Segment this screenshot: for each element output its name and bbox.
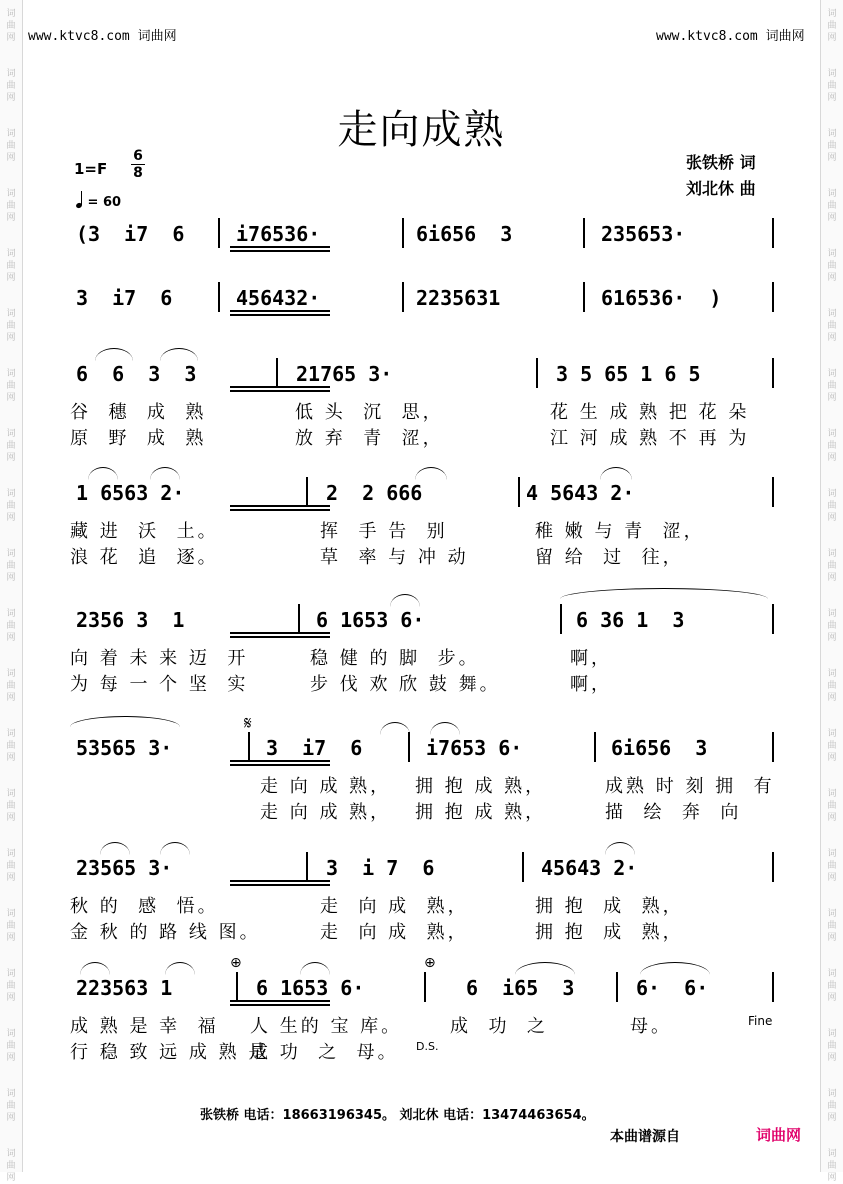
slur-arc [430,722,460,735]
strip-watermark-text: 词 曲 网 [6,9,16,43]
barline [772,218,774,248]
lyric-verse-1: 秋 的 感 悟。 [70,896,219,917]
time-signature [130,148,146,181]
measure-notes: 2235631 [416,286,501,310]
tempo-value: = 60 [87,195,122,210]
beam-underline [230,1004,330,1006]
lyric-verse-1: 藏 进 沃 土。 [70,521,219,542]
lyricist-credit: 张铁桥 词 [686,153,756,172]
strip-watermark-text: 词 曲 网 [6,1089,16,1123]
notation-line [70,362,776,394]
slur-arc [380,722,410,735]
song-title: 走向成熟 [337,107,506,153]
notation-line [70,222,776,254]
measure-notes: 456432· [236,286,321,310]
barline [298,604,300,634]
strip-watermark-text: 词 曲 网 [827,9,837,43]
tie-arc [560,588,768,599]
key-signature: 1=F [74,160,108,178]
beam-underline [230,246,330,248]
strip-watermark-text: 词 曲 网 [6,609,16,643]
measure-notes: 6 1653 6· [316,608,425,632]
strip-watermark-text: 词 曲 网 [6,969,16,1003]
ds-marking: D.S. [416,1040,439,1053]
score-system [70,736,776,823]
slur-arc [100,842,130,855]
measure-notes: 6· 6· [636,976,709,1000]
strip-watermark-text: 词 曲 网 [6,69,16,103]
notation-line [70,286,776,318]
barline [583,218,585,248]
coda-sign-icon: ⊕ [424,955,436,971]
barline [522,852,524,882]
strip-watermark-text: 词 曲 网 [827,849,837,883]
measure-notes: (3 i7 6 [76,222,185,246]
score-system [70,481,776,568]
source-label: 本曲谱源自 [610,1129,680,1145]
lyric-verse-1: 成 熟 是 幸 福 [70,1016,219,1037]
barline [402,282,404,312]
lyric-verse-2: 步 伐 欢 欣 鼓 舞。 [310,674,501,695]
strip-watermark-text: 词 曲 网 [827,369,837,403]
slur-arc [160,842,190,855]
lyric-verse-1: 谷 穗 成 熟 [70,402,207,423]
left-watermark-strip [0,0,23,1183]
measure-notes: 6i656 3 [416,222,513,246]
notation-line [70,856,776,888]
lyric-verse-1: 成熟 时 刻 拥 有 [605,776,775,797]
strip-watermark-text: 词 曲 网 [827,129,837,163]
barline [236,972,238,1002]
lyric-verse-2: 浪 花 追 逐。 [70,547,219,568]
measure-notes: 2356 3 1 [76,608,185,632]
barline [560,604,562,634]
measure-notes: 6i656 3 [611,736,708,760]
strip-watermark-text: 词 曲 网 [827,1149,837,1183]
slur-arc [605,842,635,855]
strip-watermark-text: 词 曲 网 [6,729,16,763]
strip-watermark-text: 词 曲 网 [6,849,16,883]
lyric-verse-2: 行 稳 致 远 成 熟 是 [70,1042,270,1063]
tie-arc [70,716,180,727]
beam-underline [230,505,330,507]
lyric-verse-2: 啊， [570,674,612,695]
beam-underline [230,880,330,882]
measure-notes: 223563 1 [76,976,173,1000]
notation-line [70,481,776,513]
strip-watermark-text: 词 曲 网 [6,369,16,403]
beam-underline [230,1000,330,1002]
strip-watermark-text: 词 曲 网 [827,429,837,463]
lyric-verse-2: 金 秋 的 路 线 图。 [70,922,261,943]
measure-notes: 3 5 65 1 6 5 [556,362,701,386]
measure-notes: i7653 6· [426,736,523,760]
score-system [70,856,776,943]
lyric-verse-2: 草 率 与 冲 动 [320,547,469,568]
slur-arc [80,962,110,975]
notation-line [70,608,776,640]
time-signature-bottom: 8 [133,165,143,181]
measure-notes: 2 2 666 [326,481,423,505]
lyric-verse-2: 留 给 过 往， [535,547,684,568]
segno-sign-icon: 𝄋 [244,713,252,734]
strip-watermark-text: 词 曲 网 [827,669,837,703]
coda-sign-icon: ⊕ [230,955,242,971]
fine-marking: Fine [748,1014,773,1028]
notation-line [70,976,776,1008]
barline [536,358,538,388]
measure-notes: 6 36 1 3 [576,608,685,632]
barline [772,604,774,634]
score-system [70,222,776,254]
slur-arc [150,467,180,480]
measure-notes: 6 1653 6· [256,976,365,1000]
barline [772,732,774,762]
strip-watermark-text: 词 曲 网 [6,129,16,163]
lyric-verse-1: 母。 [630,1016,672,1037]
measure-notes: 235653· [601,222,686,246]
lyric-verse-1: 走 向 成 熟， [260,776,392,797]
beam-underline [230,509,330,511]
barline [424,972,426,1002]
beam-underline [230,386,330,388]
barline [306,477,308,507]
lyric-verse-1: 走 向 成 熟， [320,896,469,917]
barline [306,852,308,882]
strip-watermark-text: 词 曲 网 [827,489,837,523]
slur-arc [88,467,118,480]
strip-watermark-text: 词 曲 网 [6,789,16,823]
strip-watermark-text: 词 曲 网 [827,249,837,283]
measure-notes: 3 i7 6 [76,286,173,310]
barline [276,358,278,388]
measure-notes: 1 6563 2· [76,481,185,505]
barline [772,477,774,507]
lyric-verse-2: 描 绘 奔 向 [605,802,742,823]
lyric-verse-1: 啊， [570,648,612,669]
barline [248,732,250,762]
strip-watermark-text: 词 曲 网 [827,729,837,763]
strip-watermark-text: 词 曲 网 [6,669,16,703]
slur-arc [390,594,420,607]
barline [594,732,596,762]
measure-notes: 21765 3· [296,362,393,386]
lyric-verse-1: 成 功 之 [450,1016,548,1037]
barline [583,282,585,312]
strip-watermark-text: 词 曲 网 [827,69,837,103]
lyric-verse-2: 江 河 成 熟 不 再 为 [550,428,750,449]
barline [616,972,618,1002]
barline [518,477,520,507]
score-system [70,286,776,318]
strip-watermark-text: 词 曲 网 [827,189,837,223]
beam-underline [230,760,330,762]
lyric-verse-1: 花 生 成 熟 把 花 朵 [550,402,750,423]
contact-info: 张铁桥 电话：18663196345。 刘北休 电话：13474463654。 [200,1108,595,1123]
slur-arc [160,348,198,361]
notation-line [70,736,776,768]
lyric-verse-2: 走 向 成 熟， [260,802,392,823]
slur-arc [95,348,133,361]
tempo-marking [76,192,121,210]
score-system [70,608,776,695]
slur-arc [515,962,575,975]
right-watermark-strip [820,0,843,1183]
lyric-verse-1: 挥 手 告 别 [320,521,448,542]
lyric-verse-2: 原 野 成 熟 [70,428,207,449]
barline [772,972,774,1002]
strip-watermark-text: 词 曲 网 [827,789,837,823]
lyric-verse-2: 拥 抱 成 熟， [415,802,547,823]
beam-underline [230,632,330,634]
barline [772,852,774,882]
measure-notes: 616536· ) [601,286,722,310]
strip-watermark-text: 词 曲 网 [6,249,16,283]
beam-underline [230,884,330,886]
lyric-verse-1: 稚 嫩 与 青 涩， [535,521,705,542]
barline [402,218,404,248]
lyric-verse-2: 为 每 一 个 坚 实 [70,674,249,695]
lyric-verse-1: 拥 抱 成 熟， [415,776,547,797]
strip-watermark-text: 词 曲 网 [6,1029,16,1063]
measure-notes: 6 i65 3 [466,976,575,1000]
lyric-verse-2: 走 向 成 熟， [320,922,469,943]
strip-watermark-text: 词 曲 网 [827,609,837,643]
score-system [70,362,776,449]
lyric-verse-2: 拥 抱 成 熟， [535,922,684,943]
lyric-verse-1: 向 着 未 来 迈 开 [70,648,249,669]
slur-arc [640,962,710,975]
barline [218,282,220,312]
strip-watermark-text: 词 曲 网 [6,909,16,943]
measure-notes: 23565 3· [76,856,173,880]
measure-notes: 45643 2· [541,856,638,880]
strip-watermark-text: 词 曲 网 [6,309,16,343]
slur-arc [600,467,632,480]
measure-notes: 4 5643 2· [526,481,635,505]
barline [408,732,410,762]
lyric-verse-2: 成 功 之 母。 [250,1042,399,1063]
lyric-verse-1: 人 生的 宝 库。 [250,1016,403,1037]
measure-notes: i76536· [236,222,321,246]
barline [772,358,774,388]
measure-notes: 53565 3· [76,736,173,760]
slur-arc [300,962,330,975]
strip-watermark-text: 词 曲 网 [827,1089,837,1123]
lyric-verse-2: 放 弃 青 涩， [295,428,444,449]
time-signature-top: 6 [133,148,143,164]
strip-watermark-text: 词 曲 网 [827,969,837,1003]
barline [772,282,774,312]
strip-watermark-text: 词 曲 网 [827,549,837,583]
lyric-verse-1: 稳 健 的 脚 步。 [310,648,480,669]
lyric-verse-1: 拥 抱 成 熟， [535,896,684,917]
beam-underline [230,314,330,316]
slur-arc [415,467,447,480]
barline [218,218,220,248]
slur-arc [165,962,195,975]
strip-watermark-text: 词 曲 网 [6,489,16,523]
beam-underline [230,390,330,392]
beam-underline [230,250,330,252]
site-watermark-right: www.ktvc8.com 词曲网 [656,29,805,44]
measure-notes: 3 i 7 6 [326,856,435,880]
site-watermark-left: www.ktvc8.com 词曲网 [28,29,177,44]
strip-watermark-text: 词 曲 网 [6,189,16,223]
strip-watermark-text: 词 曲 网 [6,429,16,463]
brand-logo: 词曲网 [756,1126,802,1144]
beam-underline [230,636,330,638]
measure-notes: 6 6 3 3 [76,362,197,386]
strip-watermark-text: 词 曲 网 [6,1149,16,1183]
strip-watermark-text: 词 曲 网 [827,309,837,343]
strip-watermark-text: 词 曲 网 [827,1029,837,1063]
beam-underline [230,310,330,312]
lyric-verse-1: 低 头 沉 思， [295,402,444,423]
measure-notes: 3 i7 6 [266,736,363,760]
composer-credit: 刘北休 曲 [686,179,756,198]
strip-watermark-text: 词 曲 网 [6,549,16,583]
beam-underline [230,764,330,766]
strip-watermark-text: 词 曲 网 [827,909,837,943]
